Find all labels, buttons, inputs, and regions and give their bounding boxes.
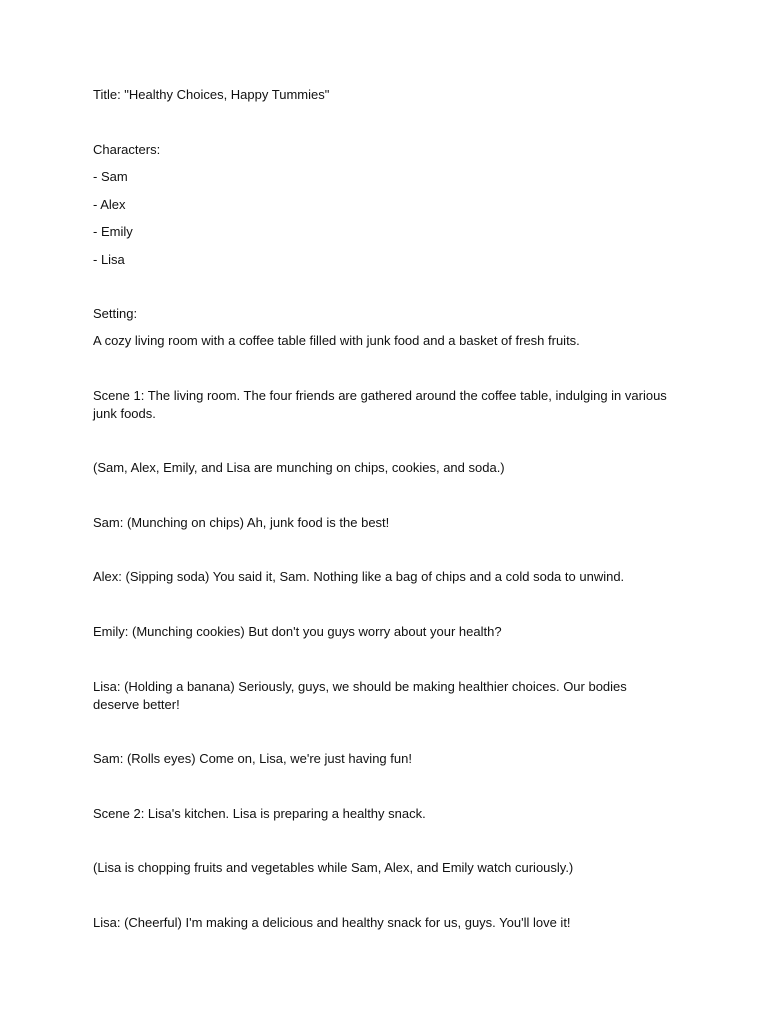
character-item: - Alex xyxy=(93,197,126,212)
scene-2-action: (Lisa is chopping fruits and vegetables while Sam, Alex, and Emily watch curiously.) xyxy=(93,860,574,875)
script-title: Title: "Healthy Choices, Happy Tummies" xyxy=(93,87,330,102)
scene-2-heading: Scene 2: Lisa's kitchen. Lisa is preparing a healthy snack. xyxy=(93,806,426,821)
dialogue-line: Alex: (Sipping soda) You said it, Sam. Nothing like a bag of chips and a cold soda to unwind. xyxy=(93,569,625,584)
dialogue-line: Lisa: (Cheerful) I'm making a delicious and healthy snack for us, guys. You'll love it! xyxy=(93,915,571,930)
scene-1-action: (Sam, Alex, Emily, and Lisa are munching on chips, cookies, and soda.) xyxy=(93,460,505,475)
scene-1-heading: Scene 1: The living room. The four friends are gathered around the coffee table, indulging in various junk foods. xyxy=(93,388,667,421)
setting-text: A cozy living room with a coffee table filled with junk food and a basket of fresh fruits. xyxy=(93,333,580,348)
characters-heading: Characters: xyxy=(93,142,161,157)
dialogue-line: Emily: (Munching cookies) But don't you guys worry about your health? xyxy=(93,624,502,639)
character-item: - Lisa xyxy=(93,252,125,267)
dialogue-line: Sam: (Rolls eyes) Come on, Lisa, we're just having fun! xyxy=(93,751,412,766)
character-item: - Sam xyxy=(93,169,128,184)
character-item: - Emily xyxy=(93,224,133,239)
dialogue-line: Lisa: (Holding a banana) Seriously, guys, we should be making healthier choices. Our bodies deserve better! xyxy=(93,679,627,712)
setting-heading: Setting: xyxy=(93,306,138,321)
dialogue-line: Sam: (Munching on chips) Ah, junk food is the best! xyxy=(93,515,390,530)
